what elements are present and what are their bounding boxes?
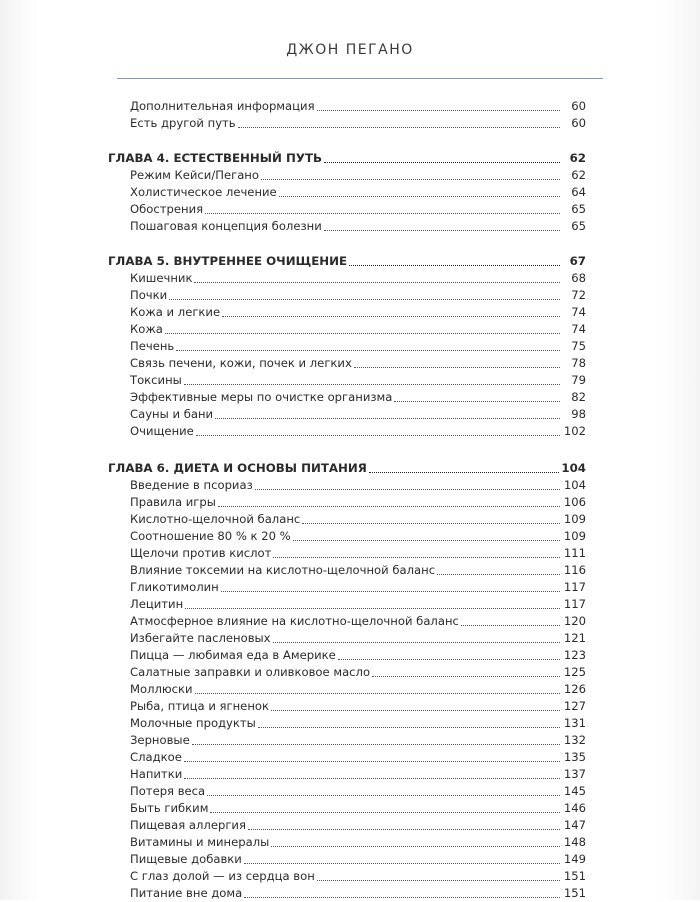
toc-entry-page-number: 62 xyxy=(569,151,586,165)
dot-leader xyxy=(273,556,560,558)
toc-entry[interactable] xyxy=(108,698,586,715)
toc-entry-page-number: 127 xyxy=(563,699,586,713)
toc-entry-title: Моллюски xyxy=(130,682,193,696)
toc-entry[interactable] xyxy=(108,800,586,817)
dot-leader xyxy=(184,777,560,779)
toc-entry-title: Печень xyxy=(130,339,175,353)
toc-entry-title: Пищевые добавки xyxy=(130,852,242,866)
toc-entry-title: Кожа xyxy=(130,322,163,336)
toc-entry-page-number: 62 xyxy=(571,168,586,182)
toc-entry-title: Гликотимолин xyxy=(130,580,219,594)
dot-leader xyxy=(205,212,560,214)
toc-entry-page-number: 79 xyxy=(571,373,586,387)
toc-entry-page-number: 102 xyxy=(563,424,586,438)
toc-entry-title: Есть другой путь xyxy=(130,116,236,130)
toc-entry-title: Холистическое лечение xyxy=(130,185,277,199)
toc-entry-title: Молочные продукты xyxy=(130,716,256,730)
toc-entry[interactable] xyxy=(108,321,586,338)
toc-entry-title: Витамины и минералы xyxy=(130,835,270,849)
toc-entry-title: Питание вне дома xyxy=(130,886,243,900)
toc-entry-title: Избегайте пасленовых xyxy=(130,631,271,645)
toc-entry-page-number: 137 xyxy=(563,767,586,781)
toc-entry-title: Кишечник xyxy=(130,271,193,285)
toc-entry-page-number: 109 xyxy=(563,512,586,526)
toc-entry[interactable] xyxy=(108,477,586,494)
dot-leader xyxy=(317,879,560,881)
toc-entry-title: ГЛАВА 5. ВНУТРЕННЕЕ ОЧИЩЕНИЕ xyxy=(108,254,348,268)
toc-entry-title: Сладкое xyxy=(130,750,182,764)
dot-leader xyxy=(255,488,560,490)
toc-entry-page-number: 75 xyxy=(571,339,586,353)
dot-leader xyxy=(222,315,560,317)
toc-section-chapter-6 xyxy=(108,460,586,902)
toc-entry[interactable] xyxy=(108,287,586,304)
toc-entry[interactable] xyxy=(108,579,586,596)
dot-leader xyxy=(271,709,560,711)
toc-entry-title: Рыба, птица и ягненок xyxy=(130,699,269,713)
toc-entry[interactable] xyxy=(108,664,586,681)
dot-leader xyxy=(349,264,560,266)
chapter-heading[interactable] xyxy=(108,460,586,477)
toc-entry-title: Дополнительная информация xyxy=(130,99,315,113)
toc-entry-title: Сауны и бани xyxy=(130,407,214,421)
toc-entry-title: Токсины xyxy=(130,373,182,387)
toc-entry-title: Лецитин xyxy=(130,597,184,611)
toc-entry[interactable] xyxy=(108,715,586,732)
dot-leader xyxy=(221,590,560,592)
toc-entry-title: Пищевая аллергия xyxy=(130,818,246,832)
running-head-title: ДЖОН ПЕГАНО xyxy=(286,42,414,58)
toc-entry-page-number: 60 xyxy=(571,116,586,130)
toc-entry-title: Правила игры xyxy=(130,495,216,509)
toc-entry-page-number: 104 xyxy=(563,478,586,492)
dot-leader xyxy=(324,229,560,231)
toc-entry-page-number: 135 xyxy=(563,750,586,764)
toc-entry[interactable] xyxy=(108,613,586,630)
toc-entry-page-number: 132 xyxy=(563,733,586,747)
toc-entry[interactable] xyxy=(108,766,586,783)
toc-entry-title: Соотношение 80 % к 20 % xyxy=(130,529,291,543)
toc-entry[interactable] xyxy=(108,201,586,218)
toc-entry-title: Связь печени, кожи, почек и легких xyxy=(130,356,352,370)
toc-entry-title: Почки xyxy=(130,288,168,302)
toc-entry[interactable] xyxy=(108,98,586,115)
toc-entry-page-number: 111 xyxy=(563,546,586,560)
toc-entry-page-number: 68 xyxy=(571,271,586,285)
toc-entry-title: Потеря веса xyxy=(130,784,206,798)
toc-entry[interactable] xyxy=(108,885,586,902)
dot-leader xyxy=(238,126,560,128)
dot-leader xyxy=(258,726,560,728)
toc-entry-page-number: 74 xyxy=(571,305,586,319)
toc-entry[interactable] xyxy=(108,270,586,287)
dot-leader xyxy=(317,109,560,111)
toc-entry[interactable] xyxy=(108,749,586,766)
toc-entry[interactable] xyxy=(108,372,586,389)
toc-entry-title: С глаз долой — из сердца вон xyxy=(130,869,315,883)
toc-entry[interactable] xyxy=(108,596,586,613)
dot-leader xyxy=(248,828,560,830)
dot-leader xyxy=(273,641,560,643)
toc-entry-page-number: 116 xyxy=(563,563,586,577)
dot-leader xyxy=(196,434,560,436)
toc-entry-title: Напитки xyxy=(130,767,183,781)
dot-leader xyxy=(165,332,560,334)
toc-entry[interactable] xyxy=(108,406,586,423)
toc-entry-title: Режим Кейси/Пегано xyxy=(130,168,259,182)
table-of-contents xyxy=(108,98,586,902)
dot-leader xyxy=(169,298,560,300)
toc-entry-page-number: 146 xyxy=(563,801,586,815)
dot-leader xyxy=(207,794,560,796)
dot-leader xyxy=(184,383,560,385)
dot-leader xyxy=(354,366,560,368)
toc-entry-title: Пошаговая концепция болезни xyxy=(130,219,322,233)
chapter-heading[interactable] xyxy=(108,150,586,167)
toc-entry-title: Обострения xyxy=(130,202,204,216)
toc-entry-page-number: 125 xyxy=(563,665,586,679)
dot-leader xyxy=(176,349,560,351)
toc-entry[interactable] xyxy=(108,851,586,868)
toc-entry-title: Введение в псориаз xyxy=(130,478,253,492)
dot-leader xyxy=(338,658,560,660)
toc-entry[interactable] xyxy=(108,783,586,800)
dot-leader xyxy=(218,505,560,507)
toc-entry-page-number: 74 xyxy=(571,322,586,336)
toc-entry-page-number: 98 xyxy=(571,407,586,421)
toc-entry-title: Эффективные меры по очистке организма xyxy=(130,390,393,404)
toc-entry-title: Щелочи против кислот xyxy=(130,546,272,560)
dot-leader xyxy=(210,811,560,813)
toc-entry-page-number: 65 xyxy=(571,219,586,233)
toc-entry[interactable] xyxy=(108,817,586,834)
toc-entry-page-number: 151 xyxy=(563,869,586,883)
toc-entry-title: ГЛАВА 4. ЕСТЕСТВЕННЫЙ ПУТЬ xyxy=(108,151,323,165)
toc-entry-title: Влияние токсемии на кислотно-щелочной баланс xyxy=(130,563,436,577)
toc-entry-page-number: 117 xyxy=(563,597,586,611)
toc-entry[interactable] xyxy=(108,528,586,545)
dot-leader xyxy=(293,539,560,541)
dot-leader xyxy=(195,692,560,694)
toc-entry[interactable] xyxy=(108,338,586,355)
toc-entry-title: Салатные заправки и оливковое масло xyxy=(130,665,371,679)
toc-entry-title: ГЛАВА 6. ДИЕТА И ОСНОВЫ ПИТАНИЯ xyxy=(108,461,367,475)
dot-leader xyxy=(279,195,560,197)
dot-leader xyxy=(302,522,560,524)
toc-entry-title: Очищение xyxy=(130,424,194,438)
toc-entry-page-number: 149 xyxy=(563,852,586,866)
toc-entry-page-number: 151 xyxy=(563,886,586,900)
toc-entry[interactable] xyxy=(108,732,586,749)
toc-entry-title: Зерновые xyxy=(130,733,190,747)
toc-entry-page-number: 72 xyxy=(571,288,586,302)
toc-section-chapter-4 xyxy=(108,150,586,235)
toc-entry-page-number: 145 xyxy=(563,784,586,798)
toc-entry-page-number: 67 xyxy=(569,254,586,268)
toc-entry[interactable] xyxy=(108,355,586,372)
toc-entry-page-number: 65 xyxy=(571,202,586,216)
toc-entry-page-number: 104 xyxy=(561,461,586,475)
toc-entry-title: Атмосферное влияние на кислотно-щелочной баланс xyxy=(130,614,459,628)
dot-leader xyxy=(215,417,560,419)
chapter-heading[interactable] xyxy=(108,253,586,270)
dot-leader xyxy=(194,281,560,283)
toc-entry[interactable] xyxy=(108,868,586,885)
dot-leader xyxy=(261,178,560,180)
dot-leader xyxy=(394,400,560,402)
toc-entry[interactable] xyxy=(108,167,586,184)
toc-entry[interactable] xyxy=(108,184,586,201)
toc-entry[interactable] xyxy=(108,647,586,664)
toc-section-chapter-5 xyxy=(108,253,586,440)
dot-leader xyxy=(461,624,560,626)
toc-entry[interactable] xyxy=(108,115,586,132)
toc-entry[interactable] xyxy=(108,218,586,235)
toc-entry[interactable] xyxy=(108,304,586,321)
toc-entry-title: Кожа и легкие xyxy=(130,305,221,319)
toc-section-continued xyxy=(108,98,586,132)
toc-entry-page-number: 117 xyxy=(563,580,586,594)
toc-entry[interactable] xyxy=(108,389,586,406)
toc-entry[interactable] xyxy=(108,494,586,511)
dot-leader xyxy=(185,607,560,609)
toc-entry-page-number: 60 xyxy=(571,99,586,113)
toc-entry-page-number: 64 xyxy=(571,185,586,199)
toc-entry-page-number: 106 xyxy=(563,495,586,509)
toc-entry-title: Быть гибким xyxy=(130,801,209,815)
toc-entry[interactable] xyxy=(108,681,586,698)
dot-leader xyxy=(244,862,560,864)
dot-leader xyxy=(184,760,560,762)
dot-leader xyxy=(369,471,560,473)
dot-leader xyxy=(437,573,560,575)
toc-entry[interactable] xyxy=(108,511,586,528)
dot-leader xyxy=(324,161,560,163)
toc-entry-page-number: 147 xyxy=(563,818,586,832)
dot-leader xyxy=(271,845,560,847)
dot-leader xyxy=(244,896,560,898)
toc-entry-page-number: 148 xyxy=(563,835,586,849)
toc-entry-page-number: 131 xyxy=(563,716,586,730)
toc-entry-page-number: 78 xyxy=(571,356,586,370)
toc-entry-page-number: 121 xyxy=(563,631,586,645)
toc-entry-page-number: 82 xyxy=(571,390,586,404)
toc-entry-page-number: 123 xyxy=(563,648,586,662)
toc-entry[interactable] xyxy=(108,834,586,851)
toc-entry-title: Кислотно-щелочной баланс xyxy=(130,512,301,526)
header-rule xyxy=(117,78,603,79)
toc-entry-page-number: 120 xyxy=(563,614,586,628)
toc-entry[interactable] xyxy=(108,562,586,579)
dot-leader xyxy=(372,675,560,677)
toc-entry[interactable] xyxy=(108,423,586,440)
toc-entry[interactable] xyxy=(108,630,586,647)
toc-entry-page-number: 109 xyxy=(563,529,586,543)
toc-entry-page-number: 126 xyxy=(563,682,586,696)
toc-entry-title: Пицца — любимая еда в Америке xyxy=(130,648,336,662)
dot-leader xyxy=(192,743,560,745)
toc-entry[interactable] xyxy=(108,545,586,562)
